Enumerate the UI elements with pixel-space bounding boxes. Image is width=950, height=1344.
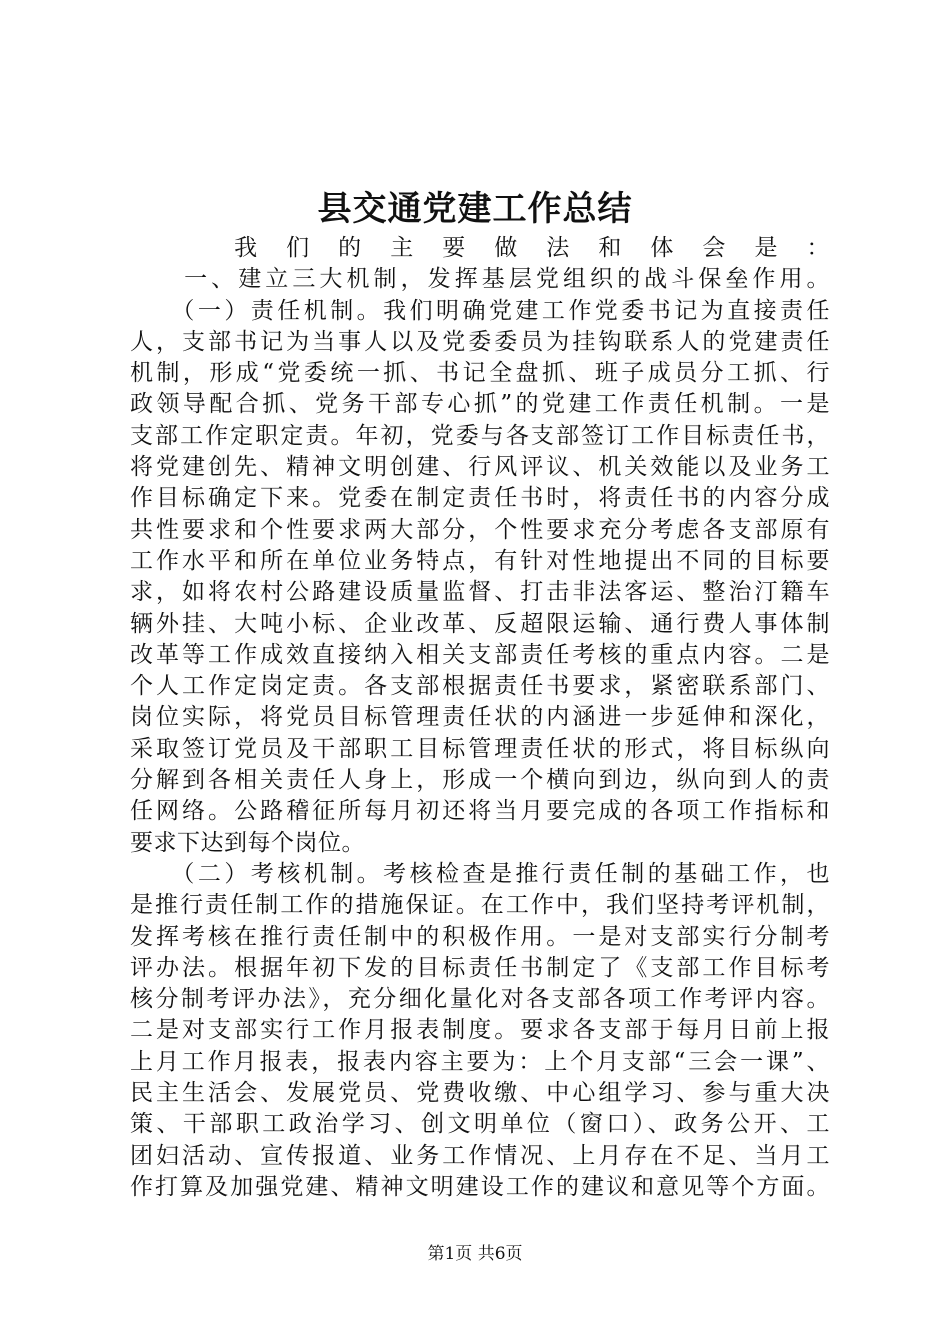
body-line: 要求下达到每个岗位。 [130, 829, 365, 856]
body-line: 采取签订党员及干部职工目标管理责任状的形式，将目标纵向 [130, 735, 830, 762]
body-line: 共性要求和个性要求两大部分，个性要求充分考虑各支部原有 [130, 516, 830, 543]
body-line: 人，支部书记为当事人以及党委委员为挂钩联系人的党建责任 [130, 328, 830, 355]
body-line: 作目标确定下来。党委在制定责任书时，将责任书的内容分成 [130, 485, 830, 512]
body-line: 团妇活动、宣传报道、业务工作情况、上月存在不足、当月工 [130, 1142, 830, 1169]
body-line: 支部工作定职定责。年初，党委与各支部签订工作目标责任书， [130, 422, 830, 449]
body-line: （二）考核机制。考核检查是推行责任制的基础工作，也 [130, 860, 830, 887]
document-body [130, 233, 830, 1203]
body-line: 工作水平和所在单位业务特点，有针对性地提出不同的目标要 [130, 547, 830, 574]
body-line: 我们的主要做法和体会是： [130, 235, 830, 261]
body-line: 上月工作月报表，报表内容主要为：上个月支部“三会一课”、 [130, 1048, 830, 1075]
body-line: 机制，形成“党委统一抓、书记全盘抓、班子成员分工抓、行 [130, 360, 830, 387]
body-line: 分解到各相关责任人身上，形成一个横向到边，纵向到人的责 [130, 767, 830, 794]
body-line: 民主生活会、发展党员、党费收缴、中心组学习、参与重大决 [130, 1080, 830, 1107]
body-line: 一、建立三大机制，发挥基层党组织的战斗保垒作用。 [130, 266, 830, 293]
body-line: （一）责任机制。我们明确党建工作党委书记为直接责任 [130, 297, 830, 324]
body-line: 岗位实际，将党员目标管理责任状的内涵进一步延伸和深化， [130, 704, 830, 731]
body-line: 求，如将农村公路建设质量监督、打击非法客运、整治汀籍车 [130, 579, 830, 606]
body-line: 辆外挂、大吨小标、企业改革、反超限运输、通行费人事体制 [130, 610, 830, 637]
body-line: 将党建创先、精神文明创建、行风评议、机关效能以及业务工 [130, 454, 830, 481]
body-line: 作打算及加强党建、精神文明建设工作的建议和意见等个方面。 [130, 1173, 830, 1200]
body-line: 二是对支部实行工作月报表制度。要求各支部于每月日前上报 [130, 1017, 830, 1044]
body-line: 发挥考核在推行责任制中的积极作用。一是对支部实行分制考 [130, 923, 830, 950]
body-line: 是推行责任制工作的措施保证。在工作中，我们坚持考评机制， [130, 892, 830, 919]
body-line: 任网络。公路稽征所每月初还将当月要完成的各项工作指标和 [130, 798, 830, 825]
body-line: 改革等工作成效直接纳入相关支部责任考核的重点内容。二是 [130, 641, 830, 668]
body-line: 策、干部职工政治学习、创文明单位（窗口）、政务公开、工 [130, 1111, 830, 1138]
body-line: 核分制考评办法》，充分细化量化对各支部各项工作考评内容。 [130, 986, 830, 1013]
body-line: 评办法。根据年初下发的目标责任书制定了《支部工作目标考 [130, 954, 830, 981]
body-line: 政领导配合抓、党务干部专心抓”的党建工作责任机制。一是 [130, 391, 830, 418]
document-title: 县交通党建工作总结 [317, 189, 633, 229]
page-footer: 第1页 共6页 [427, 1244, 523, 1264]
body-line: 个人工作定岗定责。各支部根据责任书要求，紧密联系部门、 [130, 673, 830, 700]
